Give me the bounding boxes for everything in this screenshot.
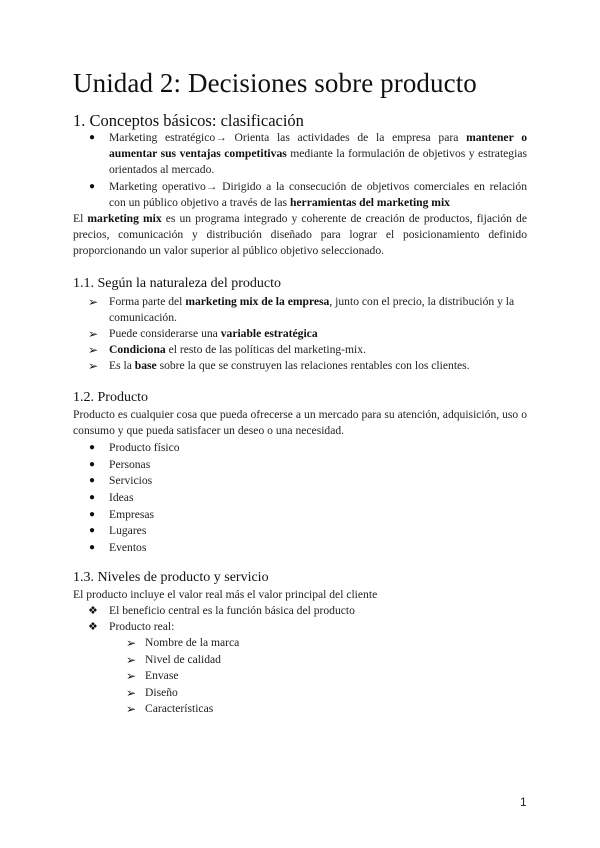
section-1-1-item-1	[88, 294, 529, 326]
item-suffix: , junto con el precio, la distribución y la comunicación.	[109, 295, 515, 324]
section-1-3-level-1-item-2	[88, 619, 509, 635]
bullet-marker: ●	[89, 442, 96, 453]
arrow-marker: ➢	[88, 359, 99, 373]
list-item	[126, 685, 445, 702]
bullet-marker: ●	[89, 525, 96, 537]
item-bold: base	[134, 359, 157, 372]
section-1-3-level-1-item-1	[88, 603, 509, 619]
section-1-1-item-2	[88, 326, 529, 342]
level-2-label: Envase	[145, 669, 179, 682]
list-item	[89, 540, 409, 557]
item-bold: Condiciona	[109, 343, 166, 356]
level-2-label: Nivel de calidad	[145, 652, 221, 666]
list-item	[126, 652, 445, 669]
section-1-2-heading: 1.2. Producto	[73, 390, 149, 405]
list-item-label: Lugares	[109, 524, 147, 538]
item-bold: marketing mix de la empresa	[185, 295, 330, 308]
section-1-2-paragraph: Producto es cualquier cosa que pueda ofrecerse a un mercado para su atención, adquisición, uso o consumo y que pueda satisfacer un deseo o una necesidad.	[73, 408, 527, 437]
arrow-marker: ➢	[126, 669, 137, 683]
list-item	[89, 490, 409, 507]
section-1-bullet-1	[89, 130, 527, 178]
bullet-marker: ●	[89, 458, 96, 470]
list-item-label: Producto físico	[109, 441, 180, 454]
level-1-label: Producto real:	[109, 620, 175, 633]
bullet-marker: ●	[89, 508, 96, 520]
arrow-marker: ➢	[126, 652, 137, 667]
item-suffix: el resto de las políticas del marketing-mix.	[165, 343, 366, 356]
list-item-label: Eventos	[109, 541, 147, 555]
section-1-1-item-3	[88, 342, 529, 358]
bullet-marker: ●	[89, 492, 96, 504]
bullet-text-suffix: mediante la formulación de objetivos y estrategias orientados al mercado.	[109, 147, 527, 176]
level-2-label: Diseño	[145, 685, 178, 699]
item-prefix: Forma parte del	[109, 295, 186, 308]
list-item-label: Ideas	[109, 491, 134, 505]
list-item-label: Personas	[109, 457, 151, 471]
list-item	[89, 440, 409, 457]
list-item	[89, 457, 409, 474]
bullet-marker: ●	[89, 132, 96, 143]
item-prefix: Puede considerarse una	[109, 327, 221, 340]
section-1-3-intro: El producto incluye el valor real más el valor principal del cliente	[73, 588, 378, 601]
level-2-label: Características	[145, 702, 214, 715]
bullet-text-prefix: Marketing operativo→ Dirigido a la consecución de objetivos comerciales en relación con un público objetivo a través de las	[109, 180, 527, 209]
bullet-marker: ●	[89, 542, 96, 554]
arrow-marker: ➢	[126, 636, 137, 650]
page-title: Unidad 2: Decisiones sobre producto	[73, 68, 477, 98]
section-1-1-heading: 1.1. Según la naturaleza del producto	[73, 276, 281, 291]
bullet-marker: ●	[89, 475, 96, 487]
list-item-label: Empresas	[109, 507, 155, 521]
bullet-text-prefix: Marketing estratégico→ Orienta las actividades de la empresa para	[109, 131, 467, 144]
arrow-marker: ➢	[88, 295, 99, 309]
level-1-label: El beneficio central es la función básica del producto	[109, 604, 355, 617]
arrow-marker: ➢	[126, 702, 137, 716]
arrow-marker: ➢	[88, 327, 99, 341]
arrow-marker: ➢	[126, 685, 137, 700]
para-suffix: es un programa integrado y coherente de creación de productos, fijación de precios, comunicación y distribución diseñado para lograr el posicionamiento definido proporcionando un valor superior al público objetivo seleccionado.	[73, 212, 527, 257]
list-item	[126, 668, 445, 685]
section-1-3-level-2-list	[126, 635, 445, 718]
item-prefix: Es la	[109, 359, 135, 372]
bullet-marker: ●	[89, 181, 96, 192]
section-1-paragraph	[73, 211, 527, 259]
diamond-marker: ❖	[88, 605, 98, 617]
page-number: 1	[520, 795, 527, 809]
diamond-marker: ❖	[88, 621, 98, 633]
list-item-label: Servicios	[109, 474, 153, 488]
list-item	[89, 523, 409, 540]
section-1-3-heading: 1.3. Niveles de producto y servicio	[73, 570, 269, 585]
section-1-1-item-4	[88, 358, 529, 374]
para-prefix: El	[73, 212, 88, 225]
section-1-2-list	[89, 440, 409, 557]
section-1-heading: 1. Conceptos básicos: clasificación	[73, 111, 304, 130]
list-item	[126, 701, 445, 718]
list-item	[89, 507, 409, 524]
level-2-label: Nombre de la marca	[145, 636, 240, 649]
list-item	[126, 635, 445, 652]
para-bold: marketing mix	[87, 212, 162, 225]
bullet-text-bold: mantener o aumentar sus ventajas competitivas	[109, 131, 527, 160]
arrow-marker: ➢	[88, 343, 99, 357]
item-suffix: sobre la que se construyen las relaciones rentables con los clientes.	[156, 359, 470, 372]
item-bold: variable estratégica	[220, 327, 318, 340]
bullet-text-bold: herramientas del marketing mix	[289, 196, 450, 209]
section-1-bullet-2	[89, 179, 527, 211]
list-item	[89, 473, 409, 490]
